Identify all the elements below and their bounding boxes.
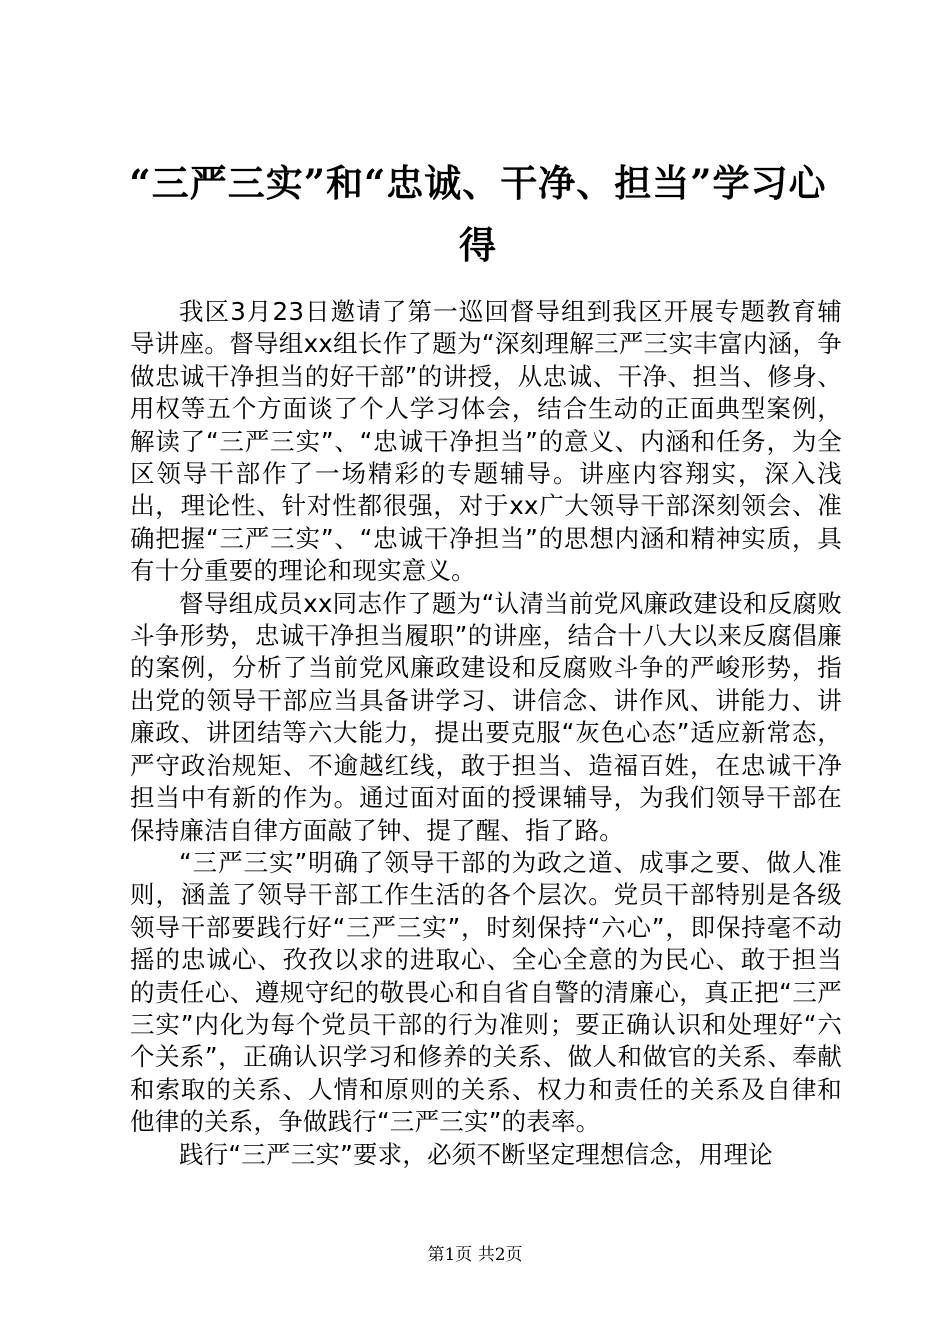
paragraph: 督导组成员xx同志作了题为“认清当前党风廉政建设和反腐败斗争形势，忠诚干净担当履职”的讲座，结合十八大以来反腐倡廉的案例，分析了当前党风廉政建设和反腐败斗争的严峻形势，指出党的领导干部应当具备讲学习、讲信念、讲作风、讲能力、讲廉政、讲团结等六大能力，提出要克服“灰色心态”适应新常态，严守政治规矩、不逾越红线，敢于担当、造福百姓，在忠诚干净担当中有新的作为。通过面对面的授课辅导，为我们领导干部在保持廉洁自律方面敲了钟、提了醒、指了路。 (130, 588, 842, 845)
page-number-footer: 第1页 共2页 (427, 1245, 523, 1265)
document-title: “三严三实”和“忠诚、干净、担当”学习心得 (129, 161, 827, 267)
paragraph: 践行“三严三实”要求，必须不断坚定理想信念，用理论 (179, 1139, 773, 1169)
paragraph: “三严三实”明确了领导干部的为政之道、成事之要、做人准则，涵盖了领导干部工作生活的各个层次。党员干部特别是各级领导干部要践行好“三严三实”，时刻保持“六心”，即保持毫不动摇的忠诚心、孜孜以求的进取心、全心全意的为民心、敢于担当的责任心、遵规守纪的敬畏心和自省自警的清廉心，真正把“三严三实”内化为每个党员干部的行为准则；要正确认识和处理好“六个关系”，正确认识学习和修养的关系、做人和做官的关系、奉献和索取的关系、人情和原则的关系、权力和责任的关系及自律和他律的关系，争做践行“三严三实”的表率。 (130, 847, 842, 1137)
paragraph: 我区3月23日邀请了第一巡回督导组到我区开展专题教育辅导讲座。督导组xx组长作了题为“深刻理解三严三实丰富内涵，争做忠诚干净担当的好干部”的讲授，从忠诚、干净、担当、修身、用权等五个方面谈了个人学习体会，结合生动的正面典型案例，解读了“三严三实”、“忠诚干净担当”的意义、内涵和任务，为全区领导干部作了一场精彩的专题辅导。讲座内容翔实，深入浅出，理论性、针对性都很强，对于xx广大领导干部深刻领会、准确把握“三严三实”、“忠诚干净担当”的思想内涵和精神实质，具有十分重要的理论和现实意义。 (130, 297, 842, 586)
document-body (130, 296, 842, 1171)
